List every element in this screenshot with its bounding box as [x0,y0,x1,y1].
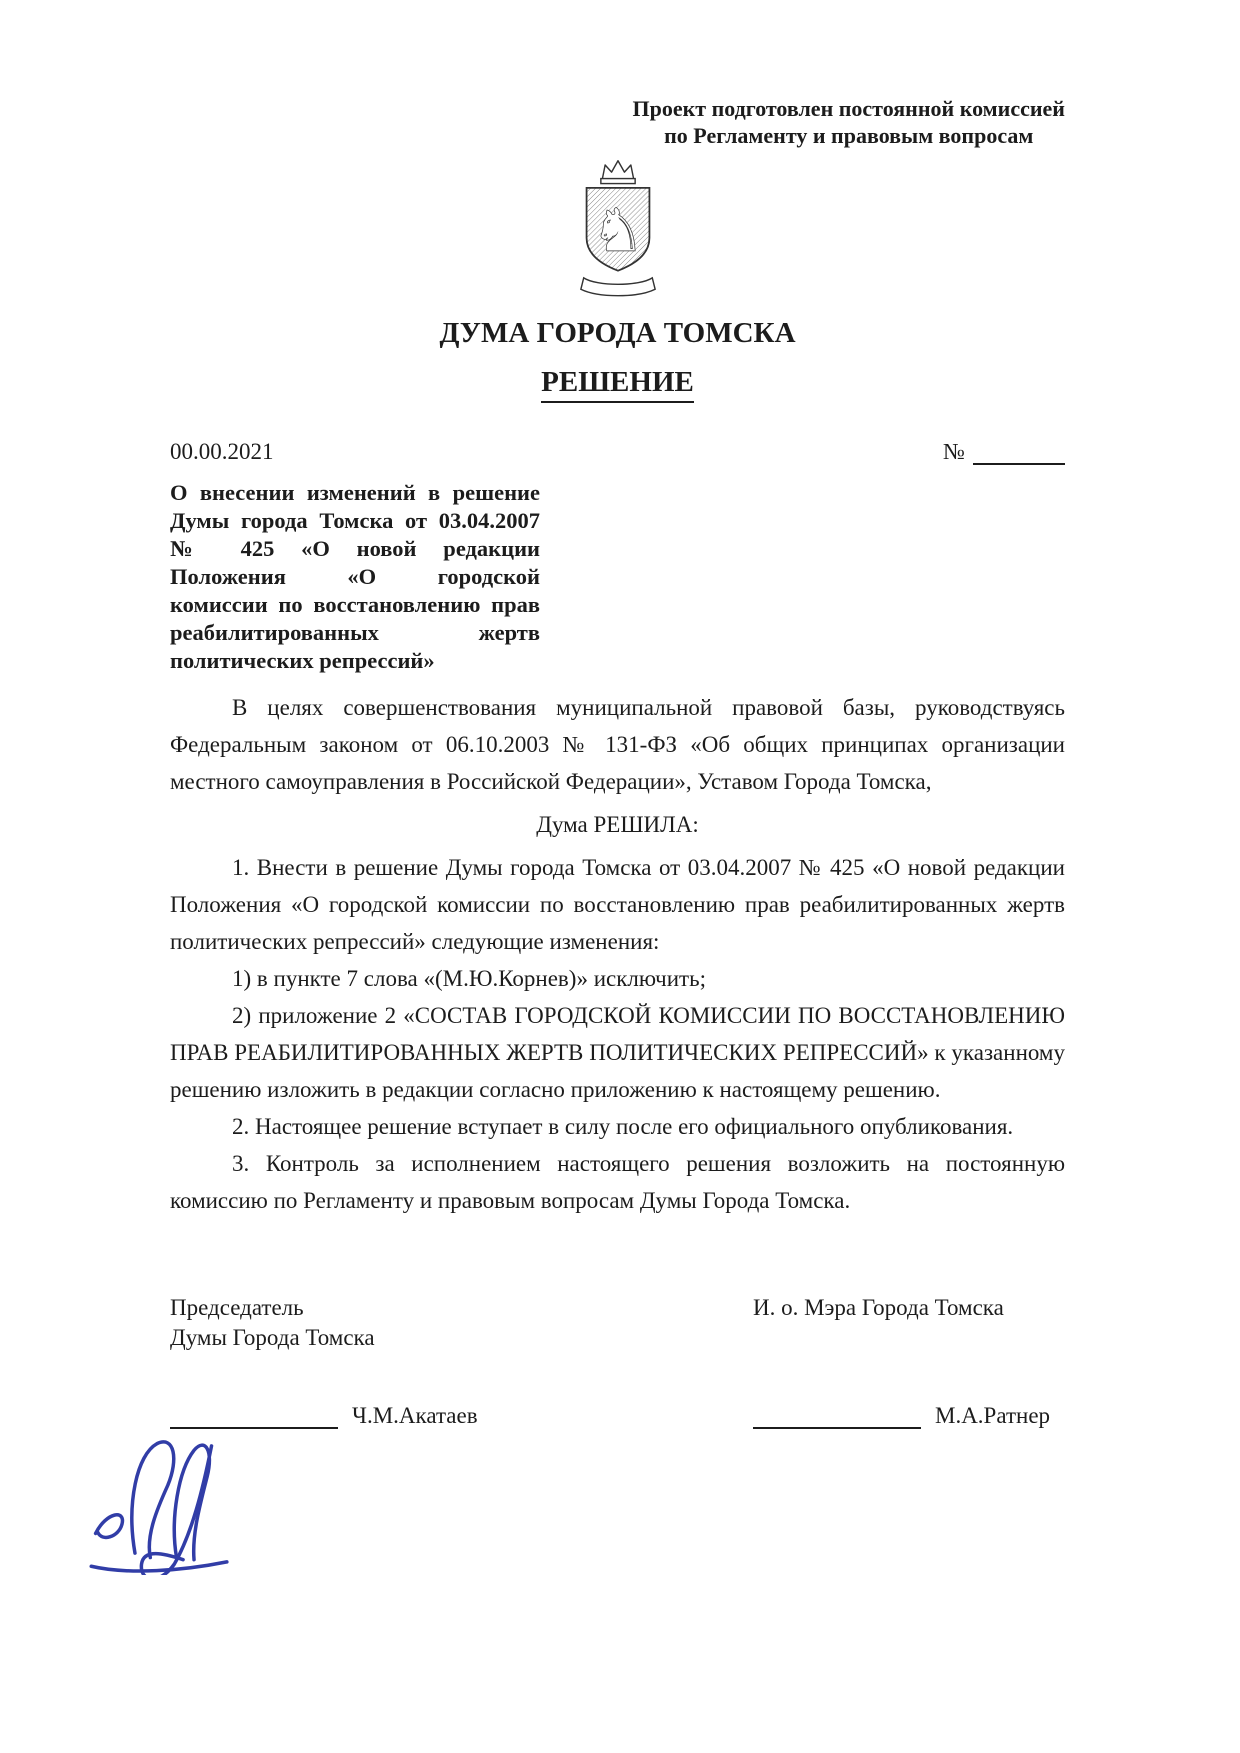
resolution-paragraph-1: 1. Внести в решение Думы города Томска от 03.04.2007 № 425 «О новой редакции Положения «О городской комиссии по восстановлению прав реабилитированных жертв политических репрессий» следующие изменения: [170,855,1065,954]
resolution-subitem-1: 1) в пункте 7 слова «(М.Ю.Корнев)» исключить; [232,966,706,991]
resolved-heading: Дума РЕШИЛА: [536,812,699,837]
resolution-paragraph-3: 3. Контроль за исполнением настоящего решения возложить на постоянную комиссию по Регламенту и правовым вопросам Думы Города Томска. [170,1151,1065,1213]
right-signer-title: И. о. Мэра Города Томска [753,1295,1004,1320]
horse-icon: ♞ [591,196,644,265]
document-body [170,689,1065,1219]
meta-row [170,439,1065,465]
organization-title: ДУМА ГОРОДА ТОМСКА [439,317,796,349]
handwritten-signature [72,1400,257,1575]
signature-lines-row [170,1403,1065,1429]
subject-line: № 425 «О новой редакции [170,536,540,561]
document-number-blank [973,441,1065,465]
document-date: 00.00.2021 [170,439,274,464]
ribbon-icon [580,278,654,296]
resolution-subitem-2: 2) приложение 2 «СОСТАВ ГОРОДСКОЙ КОМИССИИ ПО ВОССТАНОВЛЕНИЮ ПРАВ РЕАБИЛИТИРОВАННЫХ ЖЕРТВ ПОЛИТИЧЕСКИХ РЕПРЕССИЙ» к указанному решению изложить в редакции согласно приложению к настоящему решению. [170,1003,1065,1102]
subject-line: Положения «О городской [170,564,540,589]
subject-line: реабилитированных жертв [170,620,540,645]
preamble-paragraph: В целях совершенствования муниципальной правовой базы, руководствуясь Федеральным законом от 06.10.2003 № 131-ФЗ «Об общих принципах организации местного самоуправления в Российской Федерации», Уставом Города Томска, [170,695,1065,794]
document-type-title [170,366,1065,403]
prepared-by-line-1: Проект подготовлен постоянной комиссией [632,96,1065,121]
subject-line: комиссии по восстановлению прав [170,592,540,617]
prepared-by-line-2: по Регламенту и правовым вопросам [664,123,1034,148]
document-number-group [943,439,1065,465]
right-signer-name: М.А.Ратнер [935,1403,1051,1428]
left-signer-title-line-1: Председатель [170,1295,304,1320]
left-signer-title-line-2: Думы Города Томска [170,1325,375,1350]
resolution-paragraph-2: 2. Настоящее решение вступает в силу после его официального опубликования. [232,1114,1014,1139]
left-signer-name: Ч.М.Акатаев [352,1403,478,1428]
crown-icon [600,161,634,184]
signature-titles-row [170,1293,1065,1353]
subject-line: Думы города Томска от 03.04.2007 [170,508,540,533]
subject-line: О внесении изменений в решение [170,480,540,505]
prepared-by-note [632,95,1065,149]
subject-line: политических репрессий» [170,648,435,673]
emblem-container [170,155,1065,305]
document-subject [170,479,540,675]
right-signature-line [753,1403,1065,1429]
left-signer-title [170,1293,375,1353]
tomsk-coat-of-arms-icon [568,155,668,305]
right-signature-blank [753,1405,921,1429]
document-type-text: РЕШЕНИЕ [541,366,694,403]
number-sign-label: № [943,439,965,464]
